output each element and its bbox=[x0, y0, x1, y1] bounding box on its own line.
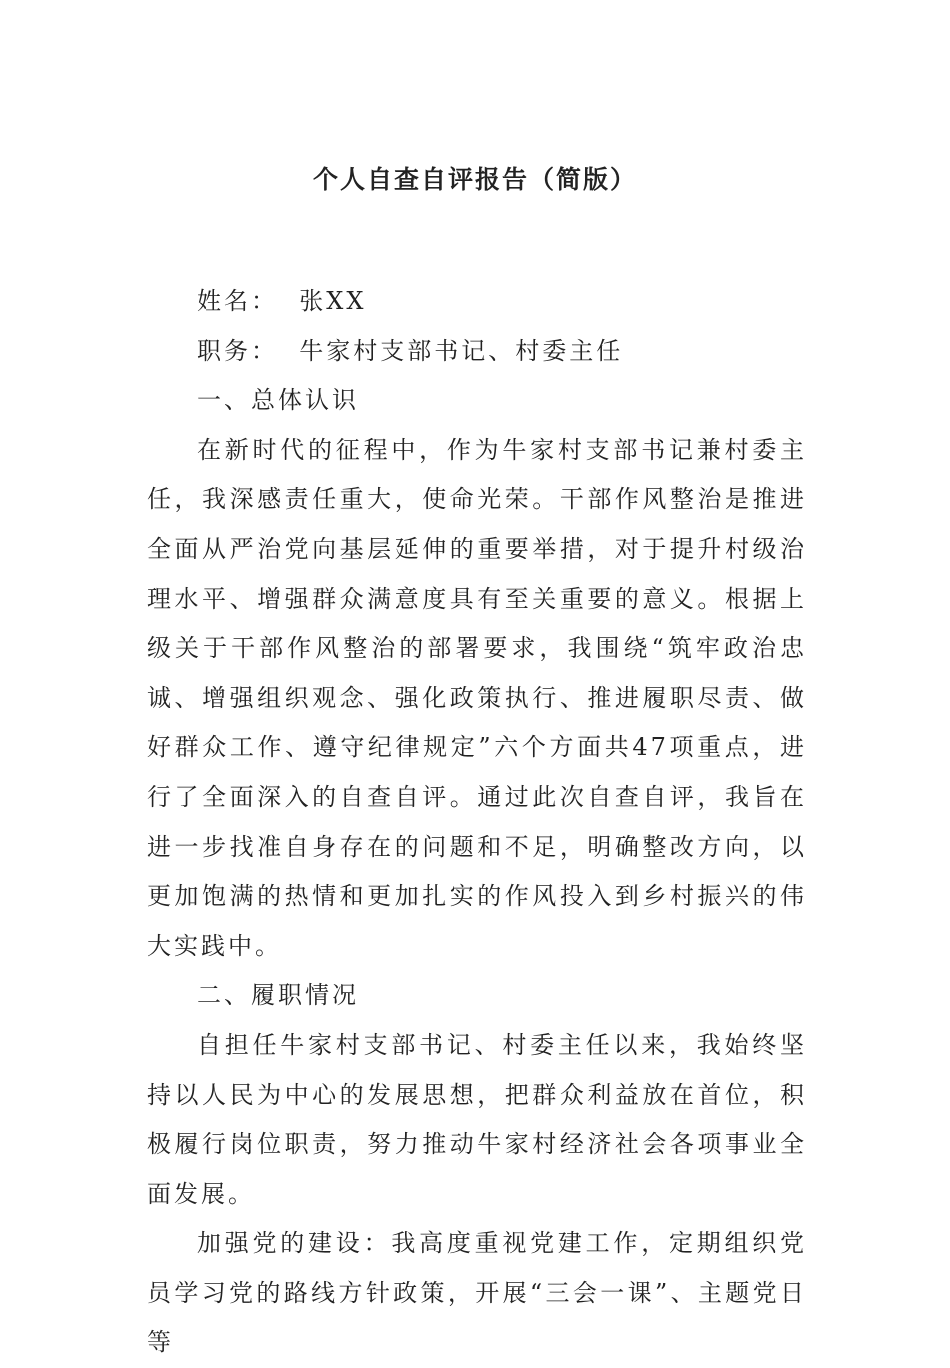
page-title: 个人自查自评报告（简版） bbox=[312, 165, 637, 194]
paragraph-overall: 在新时代的征程中，作为牛家村支部书记兼村委主任，我深感责任重大，使命光荣。干部作风整治是推进全面从严治党向基层延伸的重要举措，对于提升村级治理水平、增强群众满意度具有至关重要的意义。根据上级关于干部作风整治的部署要求，我围绕“筑牢政治忠诚、增强组织观念、强化政策执行、推进履职尽责、做好群众工作、遵守纪律规定”六个方面共47项重点，进行了全面深入的自查自评。通过此次自查自评，我旨在进一步找准自身存在的问题和不足，明确整改方向，以更加饱满的热情和更加扎实的作风投入到乡村振兴的伟大实践中。 bbox=[147, 435, 807, 960]
position-value: 牛家村支部书记、村委主任 bbox=[299, 336, 624, 365]
name-field bbox=[147, 277, 807, 327]
position-label: 职务： bbox=[197, 336, 278, 365]
paragraph-duties: 自担任牛家村支部书记、村委主任以来，我始终坚持以人民为中心的发展思想，把群众利益放在首位，积极履行岗位职责，努力推动牛家村经济社会各项事业全面发展。 bbox=[147, 1030, 807, 1208]
document-body bbox=[147, 277, 807, 1368]
section-heading-duties: 二、履职情况 bbox=[197, 981, 359, 1010]
name-label: 姓名： bbox=[197, 287, 278, 315]
position-field bbox=[147, 327, 807, 377]
name-value: 张XX bbox=[299, 287, 367, 315]
paragraph-party-building: 加强党的建设：我高度重视党建工作，定期组织党员学习党的路线方针政策，开展“三会一课”、主题党日等 bbox=[147, 1229, 807, 1357]
section-heading-overall: 一、总体认识 bbox=[197, 386, 359, 415]
